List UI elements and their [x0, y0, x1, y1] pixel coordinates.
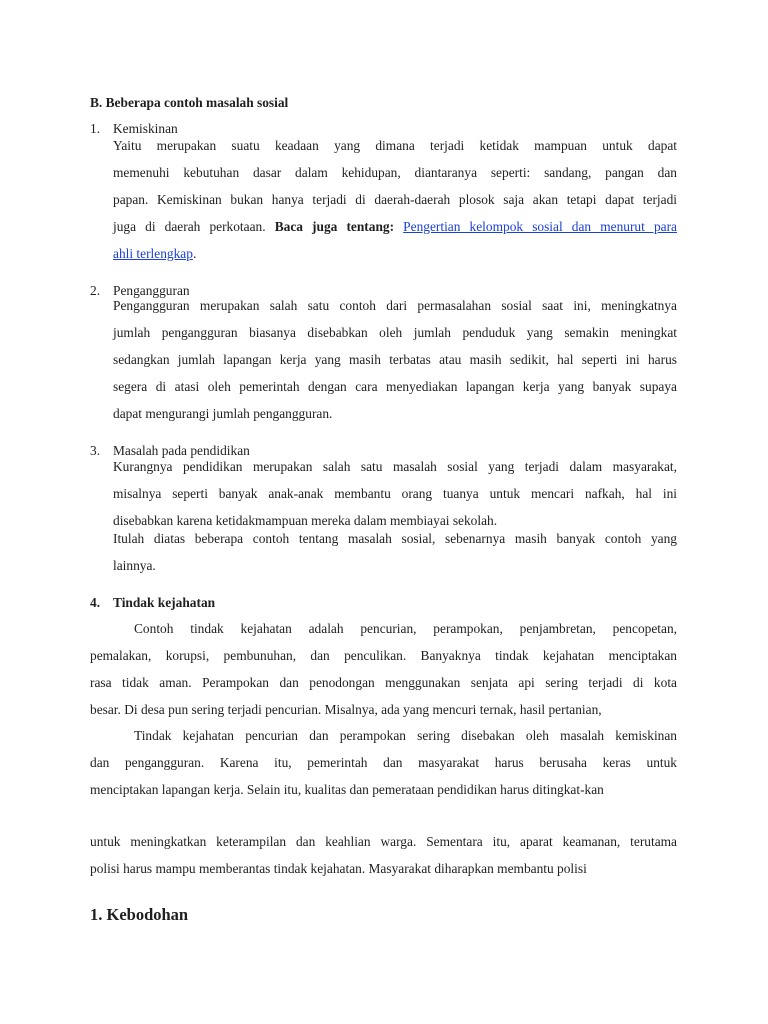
item-4-number: 4. [90, 595, 101, 610]
section-title: B. Beberapa contoh masalah sosial [90, 95, 289, 110]
item-1-line-1: Yaitu merupakan suatu keadaan yang dimana terjadi ketidak mampuan untuk dapat [113, 138, 677, 153]
item-4-para2-line-2: dan pengangguran. Karena itu, pemerintah dan masyarakat harus berusaha keras untuk [90, 755, 677, 770]
item-2-title: Pengangguran [113, 283, 190, 298]
link-end-period: . [192, 246, 197, 261]
item-1-line-3: papan. Kemiskinan bukan hanya terjadi di daerah-daerah plosok saja akan tetapi dapat terjadi [113, 192, 677, 207]
item-3-number: 3. [90, 443, 101, 458]
item-4-para3-line-2: polisi harus mampu memberantas tindak kejahatan. Masyarakat diharapkan membantu polisi [90, 861, 587, 876]
item-2-line-2: jumlah pengangguran biasanya disebabkan oleh jumlah penduduk yang semakin meningkat [113, 325, 677, 340]
item-4-para1-line-3: rasa tidak aman. Perampokan dan penodongan menggunakan senjata api sering terjadi di kota [90, 675, 677, 690]
next-heading: 1. Kebodohan [90, 905, 189, 924]
item-2-line-4: segera di atasi oleh pemerintah dengan cara menyediakan lapangan kerja yang banyak supaya [113, 379, 677, 394]
item-4-title: Tindak kejahatan [113, 595, 216, 610]
item-4-para1-line-1: Contoh tindak kejahatan adalah pencurian, perampokan, penjambretan, pencopetan, [134, 621, 677, 636]
item-1-number: 1. [90, 121, 101, 136]
item-3-title: Masalah pada pendidikan [113, 443, 250, 458]
item-2-line-3: sedangkan jumlah lapangan kerja yang masih terbatas atau masih sedikit, hal seperti ini harus [113, 352, 677, 367]
item-2-number: 2. [90, 283, 101, 298]
read-also-label: Baca juga tentang: [274, 219, 395, 234]
item-2-line-5: dapat mengurangi jumlah pengangguran. [113, 406, 333, 421]
item-1-line-4 [113, 219, 677, 235]
related-article-link-cont[interactable]: ahli terlengkap [113, 246, 193, 261]
item-1-title: Kemiskinan [113, 121, 178, 136]
item-3-line-3: disebabkan karena ketidakmampuan mereka dalam membiayai sekolah. [113, 513, 498, 528]
item-4-para1-line-2: pemalakan, korupsi, pembunuhan, dan penculikan. Banyaknya tindak kejahatan menciptakan [90, 648, 677, 663]
item-4-para3-line-1: untuk meningkatkan keterampilan dan keahlian warga. Sementara itu, aparat keamanan, terutama [90, 834, 677, 849]
item-1-line-5 [113, 246, 196, 262]
item-2-line-1: Pengangguran merupakan salah satu contoh dari permasalahan sosial saat ini, meningkatnya [113, 298, 677, 313]
item-3-line-2: misalnya seperti banyak anak-anak membantu orang tuanya untuk mencari nafkah, hal ini [113, 486, 677, 501]
item-3-line-5: lainnya. [113, 558, 156, 573]
item-4-para1-line-4: besar. Di desa pun sering terjadi pencurian. Misalnya, ada yang mencuri ternak, hasil pertanian, [90, 702, 602, 717]
item-4-para2-line-3: menciptakan lapangan kerja. Selain itu, kualitas dan pemerataan pendidikan harus ditingkat-kan [90, 782, 604, 797]
item-1-line-2: memenuhi kebutuhan dasar dalam kehidupan, diantaranya seperti: sandang, pangan dan [113, 165, 677, 180]
item-4-para2-line-1: Tindak kejahatan pencurian dan perampokan sering disebakan oleh masalah kemiskinan [134, 728, 677, 743]
item-3-line-1: Kurangnya pendidikan merupakan salah satu masalah sosial yang terjadi dalam masyarakat, [113, 459, 677, 474]
related-article-link[interactable]: Pengertian kelompok sosial dan menurut para [403, 219, 677, 234]
item-1-line-4-text: juga di daerah perkotaan. [113, 219, 275, 234]
item-3-line-4: Itulah diatas beberapa contoh tentang masalah sosial, sebenarnya masih banyak contoh yang [113, 531, 677, 546]
